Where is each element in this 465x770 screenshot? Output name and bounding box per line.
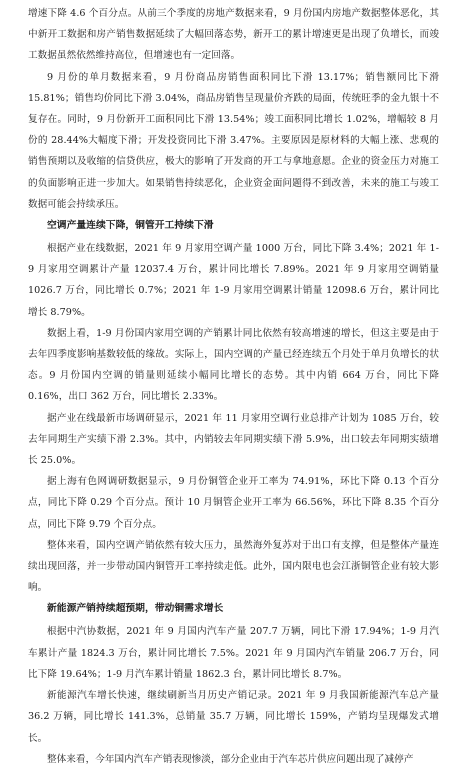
- paragraph: 9 月份的单月数据来看，9 月份商品房销售面积同比下滑 13.17%；销售额同比下滑 15.81%；销售均价同比下滑 3.04%，商品房销售呈现量价齐跌的局面，传统旺季的金九银十不复存在。同时，9 月份新开工面积同比下滑 13.54%；竣工面积同比增长 1.02%，增幅较 8 月份的 28.44%大幅度下滑；开发投资同比下滑 3.47%。主要原因是原材料的大幅上涨、悲观的销售预期以及收缩的信贷供应，极大的影响了开发商的开工与拿地意愿。企业的资金压力对施工的负面影响正进一步加大。如果销售持续恶化，企业资金面问题得不到改善，未来的施工与竣工数据可能会持续承压。: [28, 71, 439, 210]
- section-heading: 新能源产销持续超预期，带动铜需求增长: [47, 603, 224, 615]
- paragraph: 根据产业在线数据，2021 年 9 月家用空调产量 1000 万台，同比下降 3.4%；2021 年 1-9 月家用空调累计产量 12037.4 万台，累计同比增长 7.89%。2021 年 9 月家用空调销量 1026.7 万台，同比增长 0.7%；2021 年 1-9 月家用空调累计销量 12098.6 万台，累计同比增长 8.79%。: [28, 243, 439, 318]
- paragraph: 新能源汽车增长快速，继续刷新当月历史产销记录。2021 年 9 月我国新能源汽车总产量 36.2 万辆，同比增长 141.3%，总销量 35.7 万辆，同比增长 159%，产销均呈现爆发式增长。: [28, 690, 439, 744]
- paragraph: 整体来看，今年国内汽车产销表现惨淡，部分企业由于汽车芯片供应问题出现了减停产: [47, 753, 414, 765]
- paragraph: 据产业在线最新市场调研显示，2021 年 11 月家用空调行业总排产计划为 1085 万台，较去年同期生产实绩下滑 2.3%。其中，内销较去年同期实绩下滑 5.9%，出口较去年同期实绩增长 25.0%。: [28, 412, 439, 467]
- paragraph: 数据上看，1-9 月份国内家用空调的产销累计同比依然有较高增速的增长，但这主要是由于去年四季度影响基数较低的缘故。实际上，国内空调的产量已经连续五个月处于单月负增长的状态。9 月份国内空调的销量则延续小幅同比增长的态势。其中内销 664 万台，同比下降 0.16%，出口 362 万台，同比增长 2.33%。: [28, 327, 439, 403]
- paragraph: 增速下降 4.6 个百分点。从前三个季度的房地产数据来看，9 月份国内房地产数据整体恶化，其中新开工数据和房产销售数据延续了大幅回落态势，新开工的累计增速更是出现了负增长，而竣工数据虽然依然维持高位，但增速也有一定回落。: [28, 8, 439, 62]
- paragraph: 整体来看，国内空调产销依然有较大压力，虽然海外复苏对于出口有支撑，但是整体产量连续出现回落，并一步带动国内铜管开工率持续走低。此外，国内限电也会江浙铜管企业有较大影响。: [28, 539, 439, 594]
- paragraph: 据上海有色网调研数据显示，9 月份铜管企业开工率为 74.91%，环比下降 0.13 个百分点，同比下降 0.29 个百分点。预计 10 月铜管企业开工率为 66.56%，环比下降 8.35 个百分点，同比下降 9.79 个百分点。: [28, 476, 439, 530]
- paragraph: 根据中汽协数据，2021 年 9 月国内汽车产量 207.7 万辆，同比下滑 17.94%；1-9 月汽车累计产量 1824.3 万台，累计同比增长 7.5%。2021 年 9 月国内汽车销量 206.7 万台，同比下降 19.64%；1-9 月汽车累计销量 1862.3 台，累计同比增长 8.7%。: [28, 626, 439, 680]
- section-heading: 空调产量连续下降，铜管开工持续下滑: [47, 220, 214, 232]
